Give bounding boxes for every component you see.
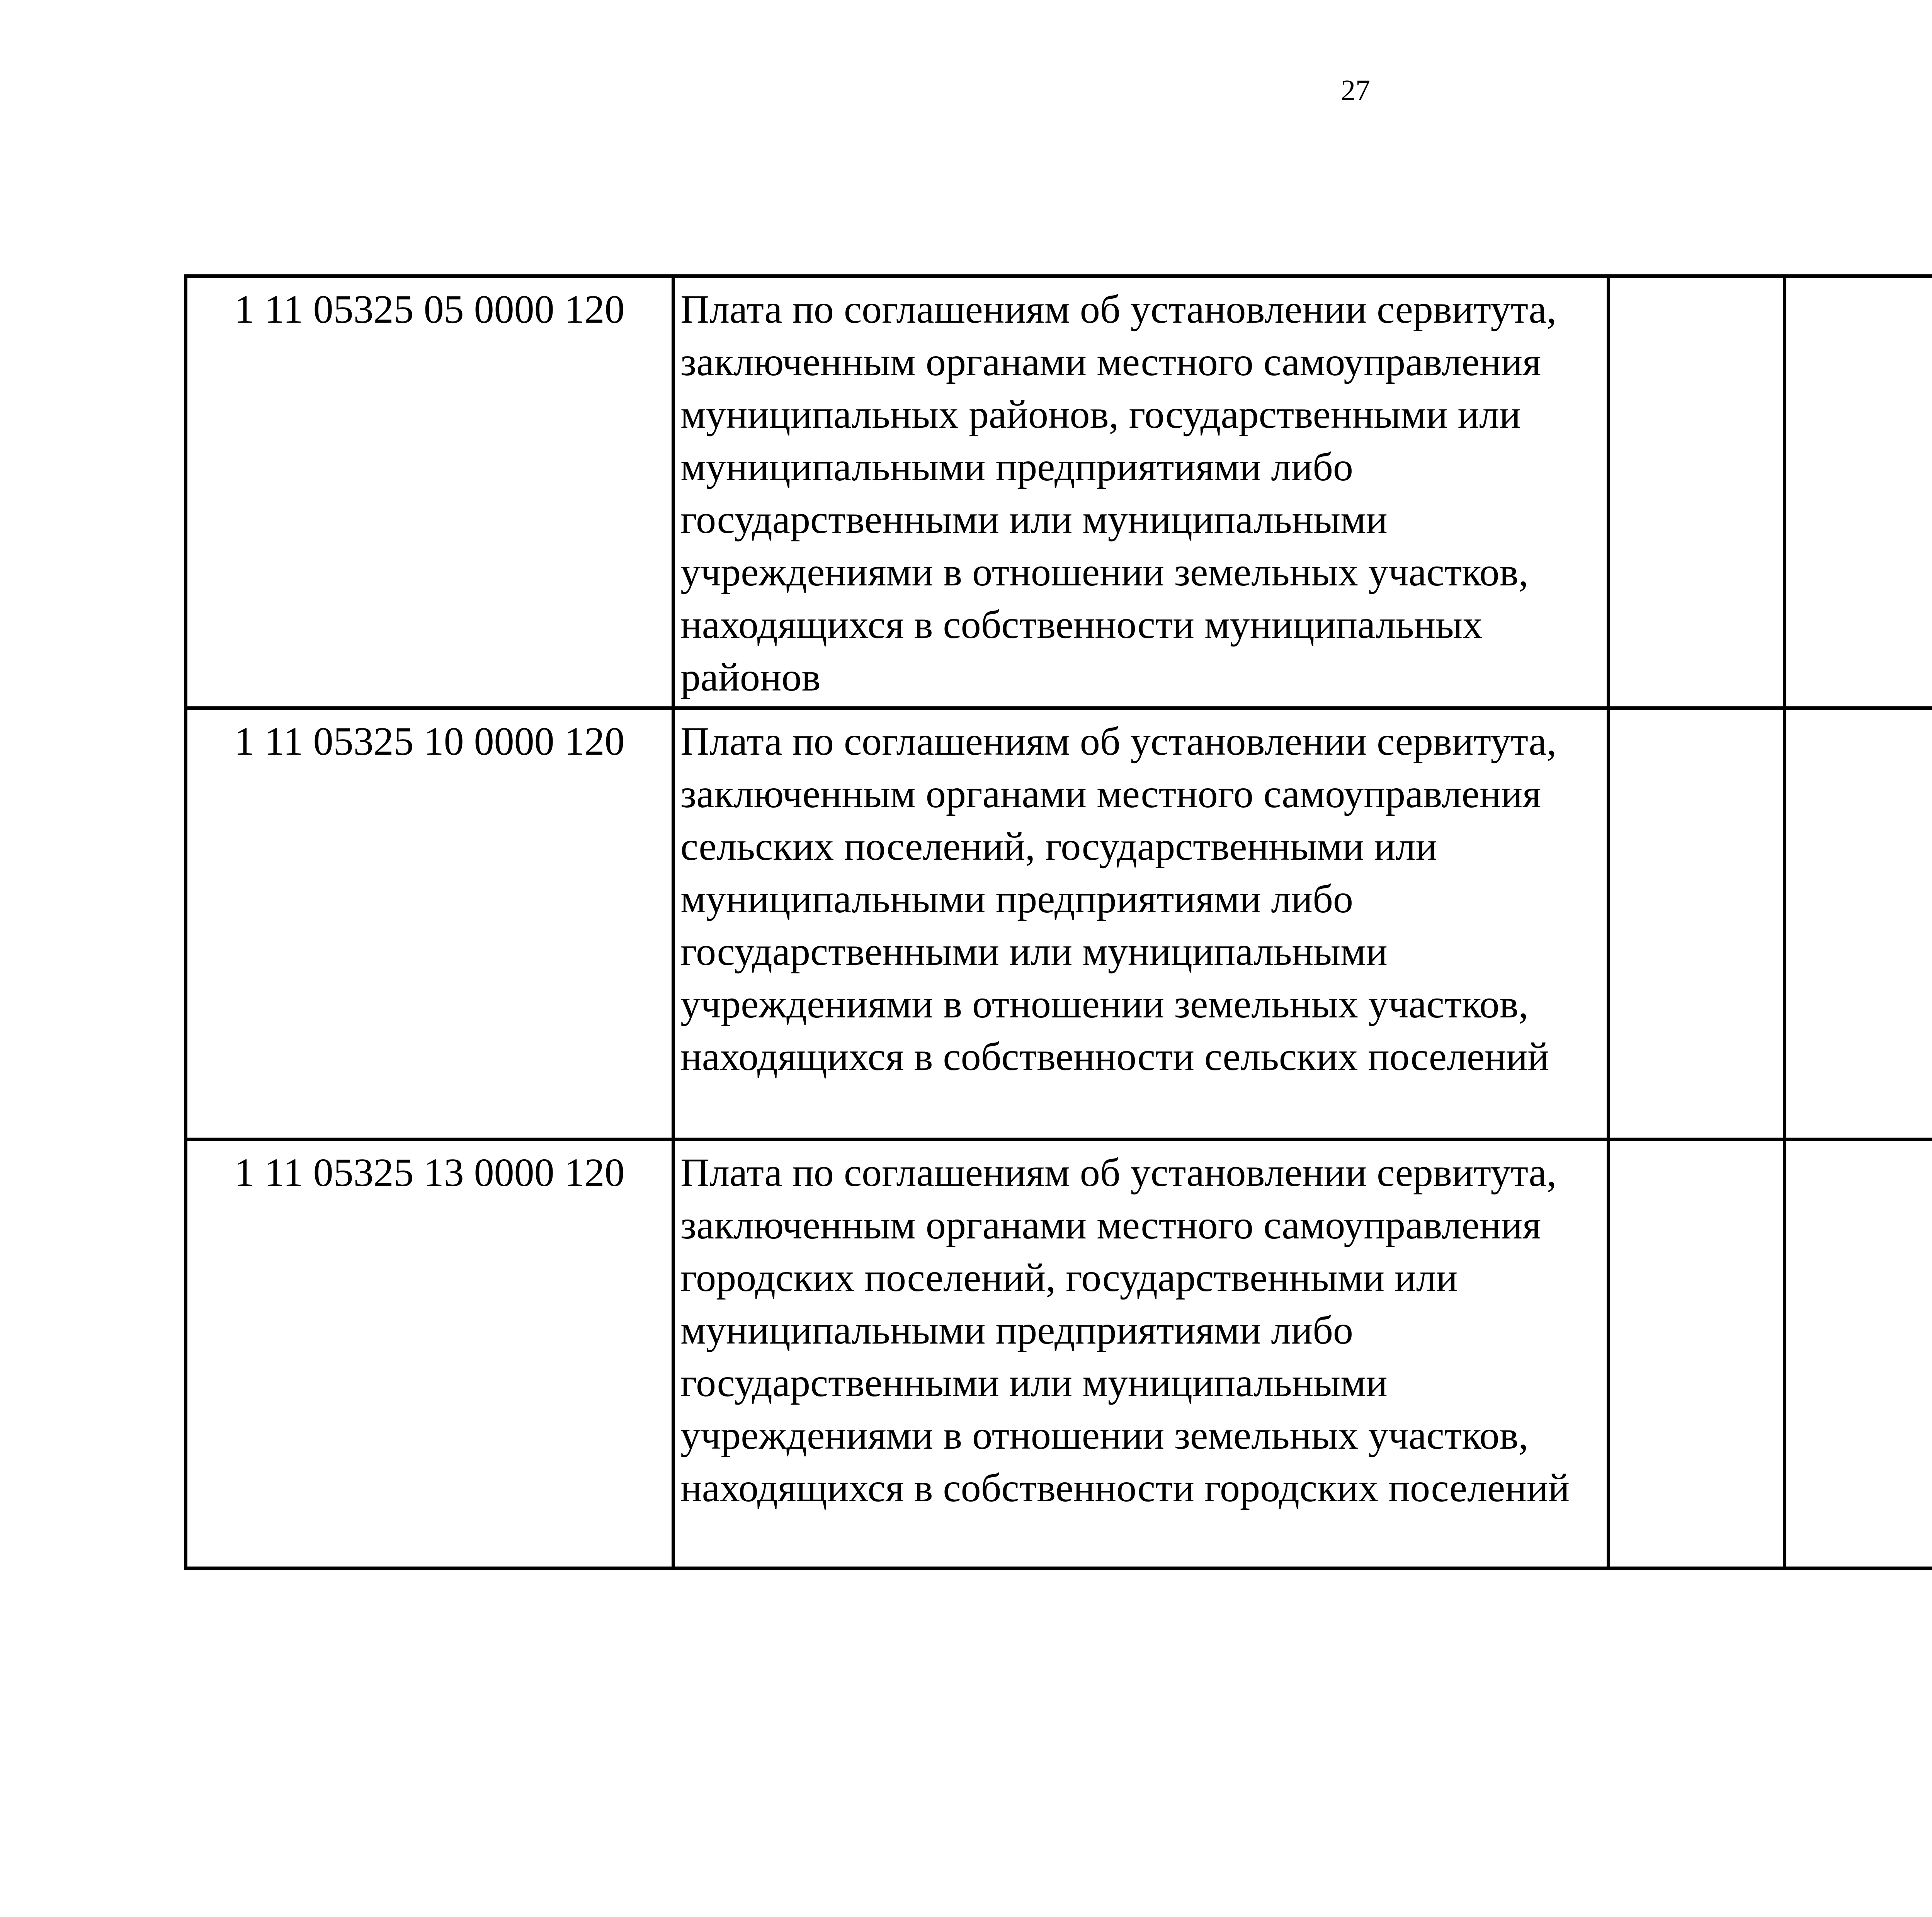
value-cell-col4 xyxy=(1785,708,1932,1140)
value-cell-col3 xyxy=(1609,708,1785,1140)
revenue-name: Плата по соглашениям об установлении сервитута, заключенным органами местного самоуправления городских поселений, государственными или муниципальными предприятиями либо государственными или муниципальными учреждениями в отношении земельных участков, находящихся в собственности городских поселений xyxy=(673,1140,1609,1568)
revenue-name: Плата по соглашениям об установлении сервитута, заключенным органами местного самоуправления муниципальных районов, государственными или муниципальными предприятиями либо государственными или муниципальными учреждениями в отношении земельных участков, находящихся в собственности муниципальных районов xyxy=(673,276,1609,708)
table-row xyxy=(186,1140,1932,1568)
revenue-name: Плата по соглашениям об установлении сервитута, заключенным органами местного самоуправления сельских поселений, государственными или муниципальными предприятиями либо государственными или муниципальными учреждениями в отношении земельных участков, находящихся в собственности сельских поселений xyxy=(673,708,1609,1140)
table-row xyxy=(186,708,1932,1140)
budget-classification-code: 1 11 05325 13 0000 120 xyxy=(186,1140,673,1568)
page-number: 27 xyxy=(1341,74,1370,107)
budget-classification-code: 1 11 05325 10 0000 120 xyxy=(186,708,673,1140)
value-cell-col3 xyxy=(1609,1140,1785,1568)
budget-classification-code: 1 11 05325 05 0000 120 xyxy=(186,276,673,708)
revenue-table xyxy=(184,274,1932,1570)
value-cell-col4 xyxy=(1785,276,1932,708)
table-row xyxy=(186,276,1932,708)
value-cell-col4 xyxy=(1785,1140,1932,1568)
value-cell-col3 xyxy=(1609,276,1785,708)
